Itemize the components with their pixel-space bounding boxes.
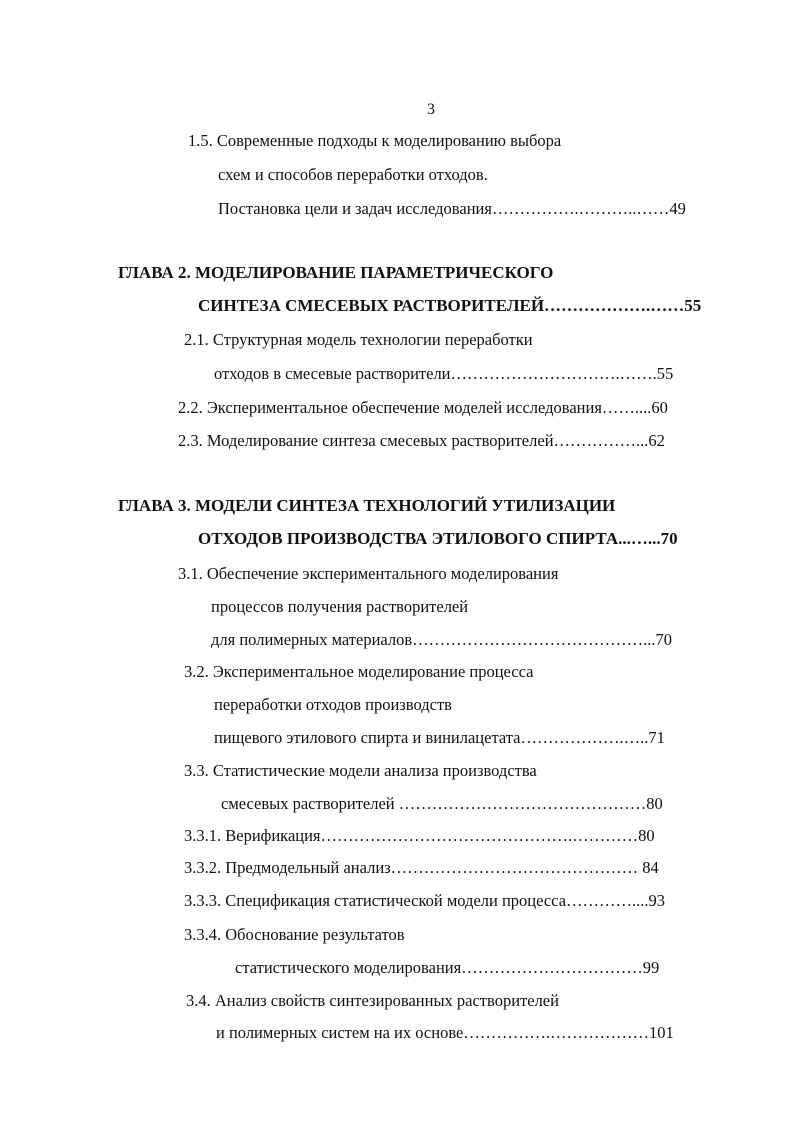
toc-entry-3-4-cont: и полимерных систем на их основе…………….………………101: [216, 1023, 674, 1042]
chapter-3-heading: ГЛАВА 3. МОДЕЛИ СИНТЕЗА ТЕХНОЛОГИЙ УТИЛИЗАЦИИ: [118, 496, 616, 515]
toc-entry-3-3: 3.3. Статистические модели анализа производства: [184, 761, 537, 780]
toc-entry-2-1-cont: отходов в смесевые растворители………………………….…….55: [214, 364, 674, 383]
toc-entry-2-2: 2.2. Экспериментальное обеспечение моделей исследования……....60: [178, 398, 668, 417]
toc-entry-1-5-cont: схем и способов переработки отходов.: [218, 165, 488, 184]
toc-entry-3-2: 3.2. Экспериментальное моделирование процесса: [184, 662, 534, 681]
chapter-3-heading-cont: ОТХОДОВ ПРОИЗВОДСТВА ЭТИЛОВОГО СПИРТА...…...70: [198, 529, 678, 548]
toc-entry-1-5: 1.5. Современные подходы к моделированию выбора: [188, 131, 562, 150]
toc-entry-3-2-cont: пищевого этилового спирта и винилацетата……………….…..71: [214, 728, 665, 747]
chapter-2-heading-cont: СИНТЕЗА СМЕСЕВЫХ РАСТВОРИТЕЛЕЙ……………….……55: [198, 296, 702, 315]
toc-entry-3-1-cont: для полимерных материалов……………………………………...70: [211, 630, 673, 649]
toc-entry-3-3-2: 3.3.2. Предмодельный анализ……………………………………… 84: [184, 858, 659, 877]
toc-entry-3-4: 3.4. Анализ свойств синтезированных растворителей: [186, 991, 559, 1010]
toc-entry-3-1-cont: процессов получения растворителей: [211, 597, 469, 616]
chapter-2-heading: ГЛАВА 2. МОДЕЛИРОВАНИЕ ПАРАМЕТРИЧЕСКОГО: [118, 263, 554, 282]
toc-entry-3-3-4: 3.3.4. Обоснование результатов: [184, 925, 405, 944]
page-number: 3: [427, 101, 435, 118]
toc-entry-1-5-cont: Постановка цели и задач исследования…………….………..……49: [218, 199, 686, 218]
toc-entry-3-1: 3.1. Обеспечение экспериментального моделирования: [178, 564, 559, 583]
toc-entry-3-3-4-cont: статистического моделирования……………………………99: [235, 958, 660, 977]
toc-entry-3-2-cont: переработки отходов производств: [214, 695, 452, 714]
toc-entry-3-3-1: 3.3.1. Верификация……………………………………….…………80: [184, 826, 655, 845]
toc-entry-3-3-cont: смесевых растворителей ………………………………………80: [221, 794, 663, 813]
toc-entry-2-3: 2.3. Моделирование синтеза смесевых растворителей……………...62: [178, 431, 665, 450]
toc-entry-3-3-3: 3.3.3. Спецификация статистической модели процесса…………....93: [184, 891, 666, 910]
toc-entry-2-1: 2.1. Структурная модель технологии переработки: [184, 330, 533, 349]
